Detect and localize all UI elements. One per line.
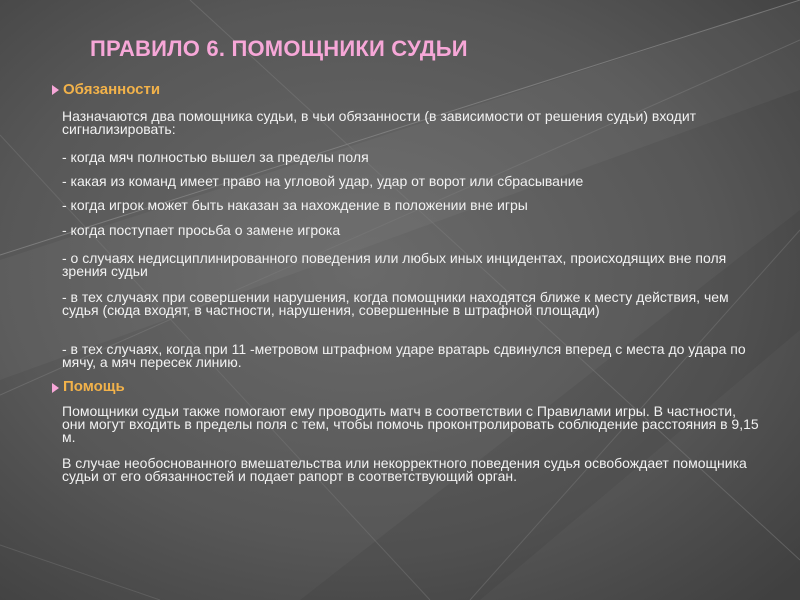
duties-paragraph: - когда поступает просьба о замене игрока (62, 222, 341, 238)
duties-paragraph: - о случаях недисциплинированного поведения или любых иных инцидентах, происходящих вне поля зрения судьи (62, 250, 727, 279)
bullet-arrow-icon (52, 85, 59, 95)
assistance-paragraph: Помощники судьи также помогают ему проводить матч в соответствии с Правилами игры. В частности, они могут входить в пределы поля с тем, чтобы помочь проконтролировать соблюдение расстояния в 9,15 м. (62, 403, 759, 445)
duties-paragraph: - в тех случаях при совершении нарушения, когда помощники находятся ближе к месту действия, чем судья (сюда входят, в частности, нарушения, совершенные в штрафной площади) (62, 289, 729, 318)
duties-paragraph: - какая из команд имеет право на угловой удар, удар от ворот или сбрасывание (62, 173, 584, 189)
duties-paragraph: - в тех случаях, когда при 11 -метровом штрафном ударе вратарь сдвинулся вперед с места до удара по мячу, а мяч пересек линию. (62, 341, 746, 370)
duties-heading: Обязанности (63, 81, 161, 98)
assistance-heading: Помощь (63, 378, 125, 395)
duties-paragraph: - когда мяч полностью вышел за пределы поля (62, 149, 369, 165)
duties-paragraph: Назначаются два помощника судьи, в чьи обязанности (в зависимости от решения судьи) входит сигнализировать: (62, 108, 697, 137)
duties-paragraph: - когда игрок может быть наказан за нахождение в положении вне игры (62, 197, 528, 213)
assistance-paragraph: В случае необоснованного вмешательства или некорректного поведения судья освобождает помощника судьи от его обязанностей и подает рапорт в соответствующий орган. (62, 455, 747, 484)
slide-title: ПРАВИЛО 6. ПОМОЩНИКИ СУДЬИ (90, 36, 468, 61)
bullet-arrow-icon (52, 383, 59, 393)
